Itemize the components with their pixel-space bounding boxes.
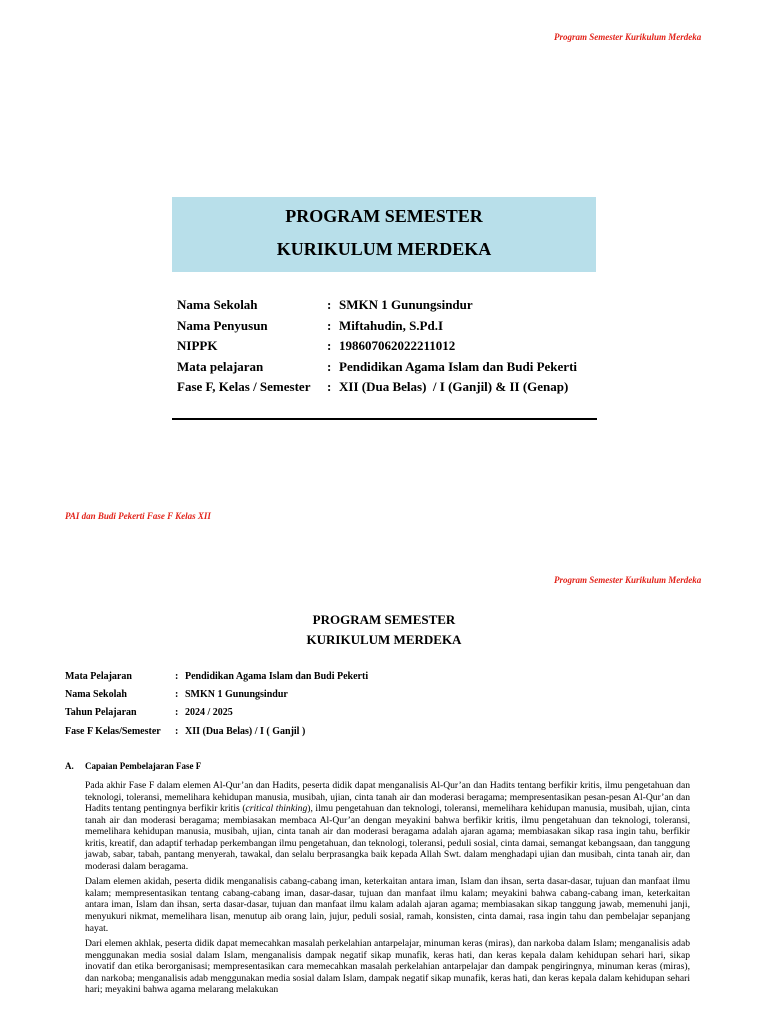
- section-letter: A.: [65, 761, 74, 771]
- info-colon: :: [327, 338, 332, 353]
- info-label: Mata pelajaran: [177, 358, 264, 374]
- page-title-line2: KURIKULUM MERDEKA: [306, 632, 462, 647]
- info-colon: :: [175, 707, 179, 719]
- running-footer: PAI dan Budi Pekerti Fase F Kelas XII: [65, 511, 211, 521]
- info-value: 2024 / 2025: [185, 707, 233, 719]
- cover-info-row: [177, 316, 577, 337]
- info-value: SMKN 1 Gunungsindur: [185, 689, 288, 701]
- info-colon: :: [175, 725, 179, 737]
- cover-title-line2: KURIKULUM MERDEKA: [276, 239, 492, 259]
- info-value: SMKN 1 Gunungsindur: [339, 297, 473, 312]
- cover-divider: [172, 418, 597, 420]
- cover-info-row: [177, 377, 577, 398]
- info-value: XII (Dua Belas) / I (Ganjil) & II (Genap): [339, 379, 569, 394]
- cover-title-line1: PROGRAM SEMESTER: [285, 206, 483, 226]
- cover-info-row: [177, 295, 577, 316]
- info-label: Fase F Kelas/Semester: [65, 725, 161, 737]
- course-info-row: [65, 725, 368, 743]
- course-info-row: [65, 670, 368, 688]
- info-label: Tahun Pelajaran: [65, 707, 137, 719]
- info-label: Nama Sekolah: [177, 297, 258, 312]
- info-value: Pendidikan Agama Islam dan Budi Pekerti: [185, 671, 369, 682]
- section-heading: [65, 761, 201, 771]
- info-colon: :: [175, 671, 179, 682]
- info-colon: :: [327, 297, 332, 312]
- course-info-table: [65, 670, 368, 743]
- cover-info-row: [177, 357, 577, 378]
- info-colon: :: [327, 317, 332, 333]
- info-label: Nama Penyusun: [177, 317, 268, 333]
- paragraph: Dalam elemen akidah, peserta didik menganalisis cabang-cabang iman, keterkaitan antara iman, Islam dan ihsan, serta dasar-dasar, tujuan dan manfaat ilmu kalam; mempresentasikan tentang cabang-cabang iman, dasar-dasar, tujuan dan manfaat ilmu kalam; meyakini bahwa cabang-cabang iman, keterkaitan antara iman, Islam dan ihsan, serta dasar-dasar, tujuan dan manfaat ilmu kalam adalah ajaran agama; membiasakan sikap tanggung jawab, memenuhi janji, menyukuri nikmat, memelihara lisan, menutup aib orang lain, jujur, peduli sosial, ramah, konsisten, cinta damai, rasa ingin tahu dan pembelajar sepanjang hayat.: [85, 876, 690, 934]
- running-header: Program Semester Kurikulum Merdeka: [554, 575, 702, 585]
- info-colon: :: [327, 379, 332, 394]
- info-label: NIPPK: [177, 338, 218, 353]
- cover-info-table: [177, 295, 577, 398]
- info-value: Miftahudin, S.Pd.I: [339, 317, 444, 333]
- section-body: [85, 780, 690, 1000]
- info-label: Mata Pelajaran: [65, 671, 132, 682]
- running-header: Program Semester Kurikulum Merdeka: [554, 32, 702, 42]
- cover-title-box: [172, 197, 596, 272]
- page-title-line1: PROGRAM SEMESTER: [312, 612, 456, 627]
- info-label: Nama Sekolah: [65, 689, 127, 701]
- paragraph-text: Pada akhir Fase F dalam elemen Al-Qur’an dan Hadits, peserta didik dapat menganalisis Al-Qur’an dan Hadits tentang berfikir kritis, ilmu pengetahuan dan teknologi, toleransi, memelihara kehidupan manusia, musibah, ujian, cinta tanah air dan moderasi beragama; mempresentasikan pesan-pesan Al-Qur’an dan Hadits tentang pentingnya berfikir kritis (: [85, 780, 690, 815]
- info-colon: :: [175, 689, 179, 701]
- section-title: Capaian Pembelajaran Fase F: [85, 761, 202, 771]
- info-value: XII (Dua Belas) / I ( Ganjil ): [185, 725, 306, 737]
- course-info-row: [65, 688, 368, 706]
- paragraph-text: ), ilmu pengetahuan dan teknologi, toleransi, memelihara kehidupan manusia, musibah, ujian, cinta tanah air dan moderasi beragama; membiasakan membaca Al-Qur’an dengan meyakini bahwa berfikir kritis, ilmu pengetahuan dan teknologi, toleransi, memelihara kehidupan manusia, musibah, ujian, cinta tanah air dan moderasi beragama adalah ajaran agama; membiasakan sikap rasa ingin tahu, berfikir kritis, kreatif, dan adaptif terhadap perkembangan ilmu pengetahuan, dan teknologi, toleransi, peduli sosial, cinta damai, semangat kebangsaan, dan tanggung jawab, sabar, tabah, pantang menyerah, tawakal, dan selalu berprasangka baik kepada Allah Swt. dalam menghadapi ujian dan musibah, cinta tanah air, dan moderasi dalam beragama.: [85, 803, 690, 872]
- info-value: 198607062022211012: [339, 338, 456, 353]
- info-colon: :: [327, 358, 332, 374]
- cover-info-row: [177, 336, 577, 357]
- paragraph: [85, 780, 690, 872]
- paragraph: Dari elemen akhlak, peserta didik dapat memecahkan masalah perkelahian antarpelajar, minuman keras (miras), dan narkoba dalam Islam; menganalisis adab menggunakan media sosial dalam Islam, menganalisis dampak negatif sikap munafik, keras hati, dan keras kepala dalam kehidupan sehari hari, sikap inovatif dan etika berorganisasi; mempresentasikan cara memecahkan masalah perkelahian antarpelajar dan dampak pengiringnya, minuman keras (miras), dan narkoba; menganalisis adab menggunakan media sosial dalam Islam, dampak negatif sikap munafik, keras hati, dan keras kepala dalam kehidupan sehari hari; meyakini bahwa agama melarang melakukan: [85, 938, 690, 996]
- course-info-row: [65, 706, 368, 724]
- info-value: Pendidikan Agama Islam dan Budi Pekerti: [339, 358, 578, 374]
- paragraph-emphasis: critical thinking: [245, 803, 308, 815]
- info-label: Fase F, Kelas / Semester: [177, 379, 311, 394]
